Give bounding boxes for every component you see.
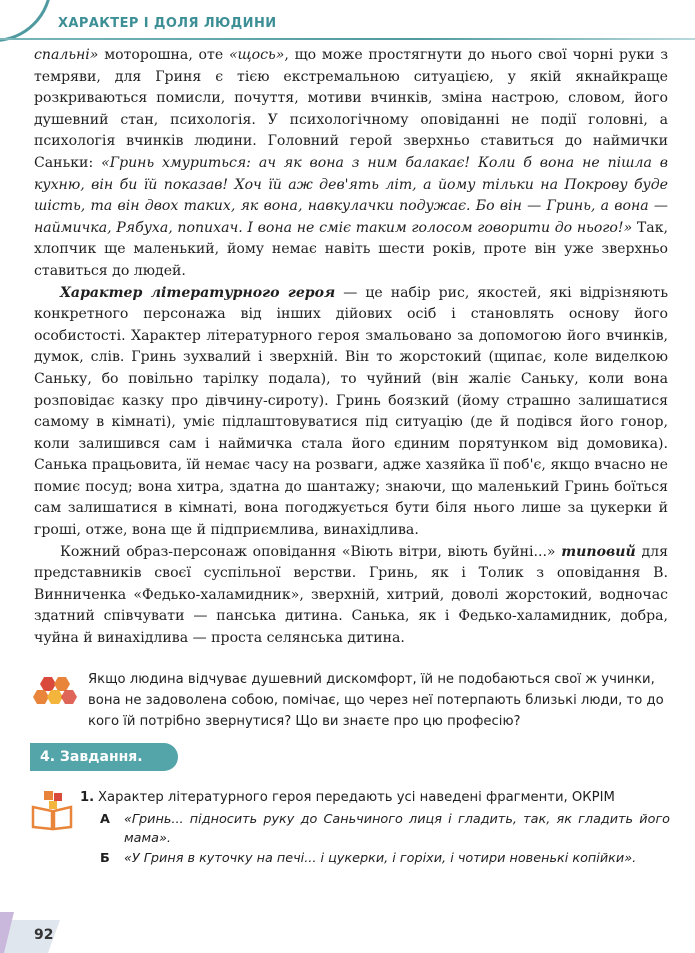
text-fragment: Так, хлопчик ще маленький, йому немає навіть шести років, проте він уже зверхньо ставиться до людей. <box>34 219 668 279</box>
text-fragment: Кожний образ-персонаж оповідання «Віють вітри, віють буйні...» <box>60 543 562 560</box>
option-letter: Б <box>100 851 110 866</box>
question-stem: Характер літературного героя передають усі наведені фрагменти, ОКРІМ <box>98 790 615 805</box>
paragraph-3 <box>34 542 668 650</box>
question-text: Якщо людина відчуває душевний дискомфорт, їй не подобаються свої ж учинки, вона не задоволена собою, помічає, що через неї потерпають близькі люди, то до кого їй потрібно звернутися? Що ви знаєте про цю професію? <box>88 672 664 729</box>
text-fragment: моторошна, оте <box>98 47 229 63</box>
paragraph-2 <box>34 283 668 542</box>
quote-fragment: «Гринь хмуриться: ач як вона з ним балакає! Коли б вона не пішла в кухню, він би їй показав! Хоч їй аж дев'ять літ, а йому тільки на Покрову буде шість, та він двох таких, як вона, навкулачки подужає. Бо він — Гринь, а вона — наймичка, Рябуха, попихач. І вона не сміє таким голосом говорити до нього!» <box>34 154 669 236</box>
discussion-question <box>30 669 670 733</box>
header-rule <box>0 38 695 40</box>
book-blocks-icon <box>30 789 76 831</box>
hexagons-icon <box>30 673 78 715</box>
text-fragment: — це набір рис, якостей, які відрізняють конкретного персонажа від інших дійових осіб і становлять основу його особистості. Характер літературного героя змальовано за допомогою його вчинків, думок, слів. Гринь зухвалий і зверхній. Він то жорстокий (щипає, коле виделкою Саньку, бо повільно тарілку подала), то чуйний (він жаліє Саньку, коли вона розповідає казку про дівчину-сироту). Гринь боязкий (йому страшно залишатися самому в кімнаті), уміє підлаштовуватися під ситуацію (де й подівся його гонор, коли залишився сам і наймичка стала його єдиним порятунком від домовика). Санька працьовита, їй немає часу на розваги, адже хазяйка її поб'є, якщо вчасно не помиє посуд; вона хитра, здатна до шантажу; знаючи, що маленький Гринь боїться сам залишатися в кімнаті, вона погоджується бути біля нього лише за цукерки й гроші, отже, вона ще й підприємлива, винахідлива. <box>34 284 668 539</box>
page-header <box>0 0 695 42</box>
task-section-badge: 4. Завдання. <box>30 743 178 771</box>
question-number: 1. <box>80 790 95 805</box>
main-text <box>34 45 668 650</box>
term-typical: типовий <box>561 543 636 560</box>
header-decoration <box>0 0 52 42</box>
task-question <box>80 788 670 808</box>
text-fragment: для представників своєї суспільної верстви. Гринь, як і Толик з оповідання В. Винниченка «Федько-халамидник», зверхній, хитрий, доволі жорстокий, водночас здатний співчувати — панська дитина. Санька, як і Федько-халамидник, добра, чуйна й винахідлива — проста селянська дитина. <box>34 543 668 647</box>
option-b[interactable] <box>100 849 670 868</box>
running-head: ХАРАКТЕР І ДОЛЯ ЛЮДИНИ <box>58 16 277 31</box>
option-text: «Гринь... підносить руку до Саньчиного лиця і гладить, так, як гладить його мама». <box>124 812 670 846</box>
option-a[interactable] <box>100 810 670 848</box>
term-character: Характер літературного героя <box>60 284 336 301</box>
text-fragment: спальні» <box>34 47 99 63</box>
option-text: «У Гриня в куточку на печі... і цукерки, і горіхи, і чотири новенькі копійки». <box>124 851 637 866</box>
text-fragment: , що може простягнути до нього свої чорні руки з темряви, для Гриня є тією екстремальною ситуацією, у якій якнайкраще розкриваються помисли, почуття, мотиви вчинків, зміна настрою, словом, його душевний стан, психологія. У психологічному оповіданні не події головні, а психологія вчинків людини. Головний герой зверхньо ставиться до наймички Саньки: <box>34 47 668 171</box>
paragraph-1 <box>34 45 668 283</box>
text-fragment: «щось» <box>228 47 285 63</box>
option-letter: А <box>100 812 110 827</box>
page-number: 92 <box>34 927 54 943</box>
